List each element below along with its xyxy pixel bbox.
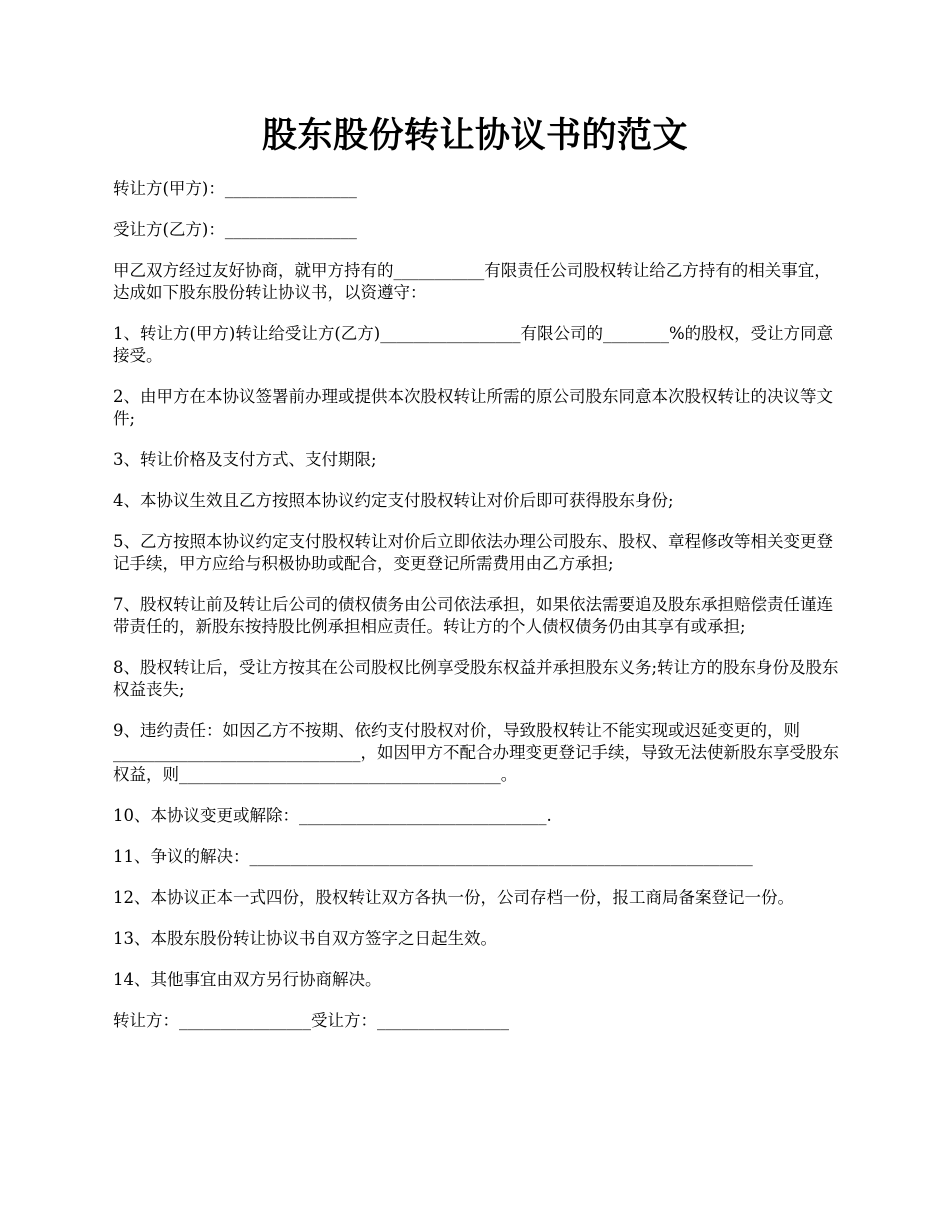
document-title: 股东股份转让协议书的范文 (261, 115, 688, 156)
clause-3: 3、转让价格及支付方式、支付期限; (113, 450, 377, 469)
clause-11: 11、争议的解决：_____________________________________________________________ (113, 847, 753, 866)
clause-1: 1、转让方(甲方)转让给受让方(乙方)_________________有限公司的________%的股权，受让方同意接受。 (113, 324, 834, 365)
transferee-line: 受让方(乙方)：________________ (113, 220, 357, 239)
clause-13: 13、本股东股份转让协议书自双方签字之日起生效。 (113, 929, 497, 948)
clause-5: 5、乙方按照本协议约定支付股权转让对价后立即依法办理公司股东、股权、章程修改等相关变更登记手续，甲方应给与积极协助或配合，变更登记所需费用由乙方承担; (113, 532, 833, 573)
clause-2: 2、由甲方在本协议签署前办理或提供本次股权转让所需的原公司股东同意本次股权转让的决议等文件; (113, 387, 833, 428)
clause-10: 10、本协议变更或解除：______________________________. (113, 806, 552, 825)
clause-8: 8、股权转让后，受让方按其在公司股权比例享受股东权益并承担股东义务;转让方的股东身份及股东权益丧失; (113, 658, 839, 699)
clause-4: 4、本协议生效且乙方按照本协议约定支付股权转让对价后即可获得股东身份; (113, 491, 674, 510)
clause-9: 9、违约责任：如因乙方不按期、依约支付股权对价，导致股权转让不能实现或迟延变更的，则______________________________，如因甲方不配合办理变更登记手续，导致无法使新股东享受股东权益，则_______________________________________。 (113, 721, 839, 784)
clause-14: 14、其他事宜由双方另行协商解决。 (113, 970, 382, 989)
clause-7: 7、股权转让前及转让后公司的债权债务由公司依法承担，如果依法需要追及股东承担赔偿责任谨连带责任的，新股东按持股比例承担相应责任。转让方的个人债权债务仍由其享有或承担; (113, 595, 833, 636)
preamble-paragraph: 甲乙双方经过友好协商，就甲方持有的___________有限责任公司股权转让给乙方持有的相关事宜，达成如下股东股份转让协议书，以资遵守： (113, 261, 831, 302)
transferor-line: 转让方(甲方)：________________ (113, 179, 357, 198)
document-body (113, 178, 843, 1051)
clause-12: 12、本协议正本一式四份，股权转让双方各执一份，公司存档一份，报工商局备案登记一份。 (113, 888, 794, 907)
signature-line: 转让方：________________受让方：________________ (113, 1011, 509, 1030)
